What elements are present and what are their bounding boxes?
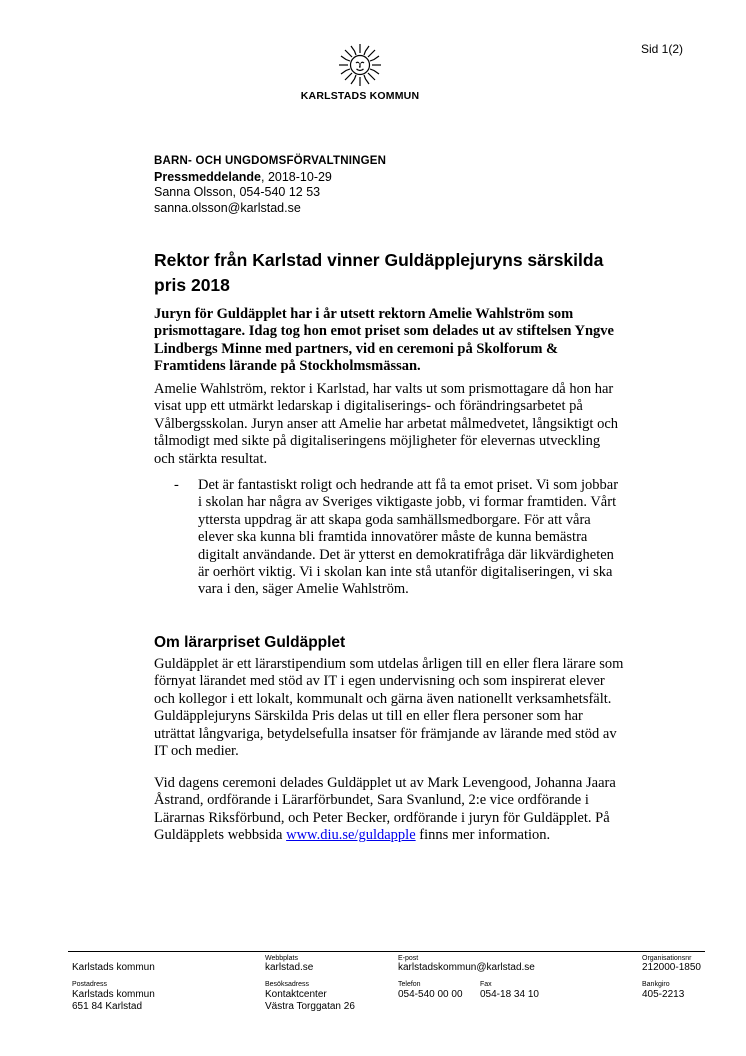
article-paragraph-1: Amelie Wahlström, rektor i Karlstad, har valts ut som prismottagare då hon har visat upp ett utmärkt ledarskap i digitaliserings- och förändringsarbetet på Vålbergsskolan. Juryn anser att Amelie har arbetat målmedvetet, långsiktigt och tålmodigt med sikte på digitaliseringens möjligheter för elevernas utveckling och stärkta resultat. xyxy=(154,381,618,467)
article-paragraph-3 xyxy=(154,775,624,845)
footer-postal-label: Postadress xyxy=(72,981,108,988)
footer-web-value: karlstad.se xyxy=(265,962,314,973)
footer-orgnr-label: Organisationsnr xyxy=(642,955,692,962)
article-title: Rektor från Karlstad vinner Guldäpplejuryns särskilda pris 2018 xyxy=(154,250,604,295)
footer-fax-label: Fax xyxy=(480,981,492,988)
sun-face-icon xyxy=(337,42,383,88)
footer-org-name: Karlstads kommun xyxy=(72,962,155,973)
quote-block xyxy=(174,477,624,599)
article-lead: Juryn för Guldäpplet har i år utsett rektorn Amelie Wahlström som prismottagare. Idag tog hon emot priset som delades ut av stiftelsen Yngve Lindbergs Minne med partners, vid en ceremoni på Skolforum & Framtidens lärande på Stockholmsmässan. xyxy=(154,306,614,375)
doc-type: Pressmeddelande xyxy=(154,169,261,184)
footer-visit-line-2: Västra Torggatan 26 xyxy=(265,1001,355,1012)
section-heading: Om lärarpriset Guldäpplet xyxy=(154,634,346,651)
quote-text: Det är fantastiskt roligt och hedrande att få ta emot priset. Vi som jobbar i skolan har några av Sveriges viktigaste jobb, vi formar framtiden. Vårt yttersta uppdrag är att skapa goda samhällsmedborgare. För att våra elever ska kunna bli framtida innovatörer måste de kunna bemästra digitalt användande. Det är ytterst en demokratifråga där likvärdigheten är oerhört viktig. Vi i skolan kan inte stå utanför digitaliseringen, vi ska vara i den, säger Amelie Wahlström. xyxy=(198,477,619,598)
paragraph-3-text-after: finns mer information. xyxy=(415,827,551,844)
footer-web-label: Webbplats xyxy=(265,955,298,962)
footer-bankgiro-label: Bankgiro xyxy=(642,981,670,988)
footer-postal-line-2: 651 84 Karlstad xyxy=(72,1001,143,1012)
footer-orgnr-value: 212000-1850 xyxy=(642,962,701,973)
press-header xyxy=(154,154,574,216)
article-paragraph-2: Guldäpplet är ett lärarstipendium som utdelas årligen till en eller flera lärare som förnyat lärandet med stöd av IT i egen undervisning och som inspirerat elever och kollegor i ett lokalt, kommunalt och gärna även nationellt verksamhetsfält. Guldäpplejuryns Särskilda Pris delas ut till en eller flera personer som har uträttat långvariga, betydelsefulla insatser för främjande av lärande med stöd av IT och medier. xyxy=(154,656,624,760)
footer-phone-value: 054-540 00 00 xyxy=(398,989,463,1000)
guldapple-link[interactable]: www.diu.se/guldapple xyxy=(286,827,416,844)
doc-type-line xyxy=(154,170,574,186)
press-date: , 2018-10-29 xyxy=(261,169,332,184)
footer-bankgiro-value: 405-2213 xyxy=(642,989,685,1000)
contact-person: Sanna Olsson, 054-540 12 53 xyxy=(154,185,321,199)
quote-dash: - xyxy=(174,477,179,493)
footer-postal-line-1: Karlstads kommun xyxy=(72,989,155,1000)
page-number: Sid 1(2) xyxy=(641,42,684,56)
footer-fax-value: 054-18 34 10 xyxy=(480,989,539,1000)
footer-email-value: karlstadskommun@karlstad.se xyxy=(398,962,535,973)
footer-visit-line-1: Kontaktcenter xyxy=(265,989,327,1000)
department-name: BARN- OCH UNGDOMSFÖRVALTNINGEN xyxy=(154,155,387,167)
contact-email: sanna.olsson@karlstad.se xyxy=(154,200,301,215)
footer-divider xyxy=(68,951,705,952)
footer-email-label: E-post xyxy=(398,955,419,962)
paragraph-3-text-before: Vid dagens ceremoni delades Guldäpplet ut av Mark Levengood, Johanna Jaara Åstrand, ordförande i Lärarförbundet, Sara Svanlund, 2:e vice ordförande i Lärarnas Riksförbund, och Peter Becker, ordförande i juryn för Guldäpplet. På Guldäpplets webbsida xyxy=(154,775,616,844)
logo-text: KARLSTADS KOMMUN xyxy=(300,90,420,102)
footer-phone-label: Telefon xyxy=(398,981,421,988)
footer-visit-label: Besöksadress xyxy=(265,981,309,988)
municipality-logo xyxy=(290,42,430,102)
